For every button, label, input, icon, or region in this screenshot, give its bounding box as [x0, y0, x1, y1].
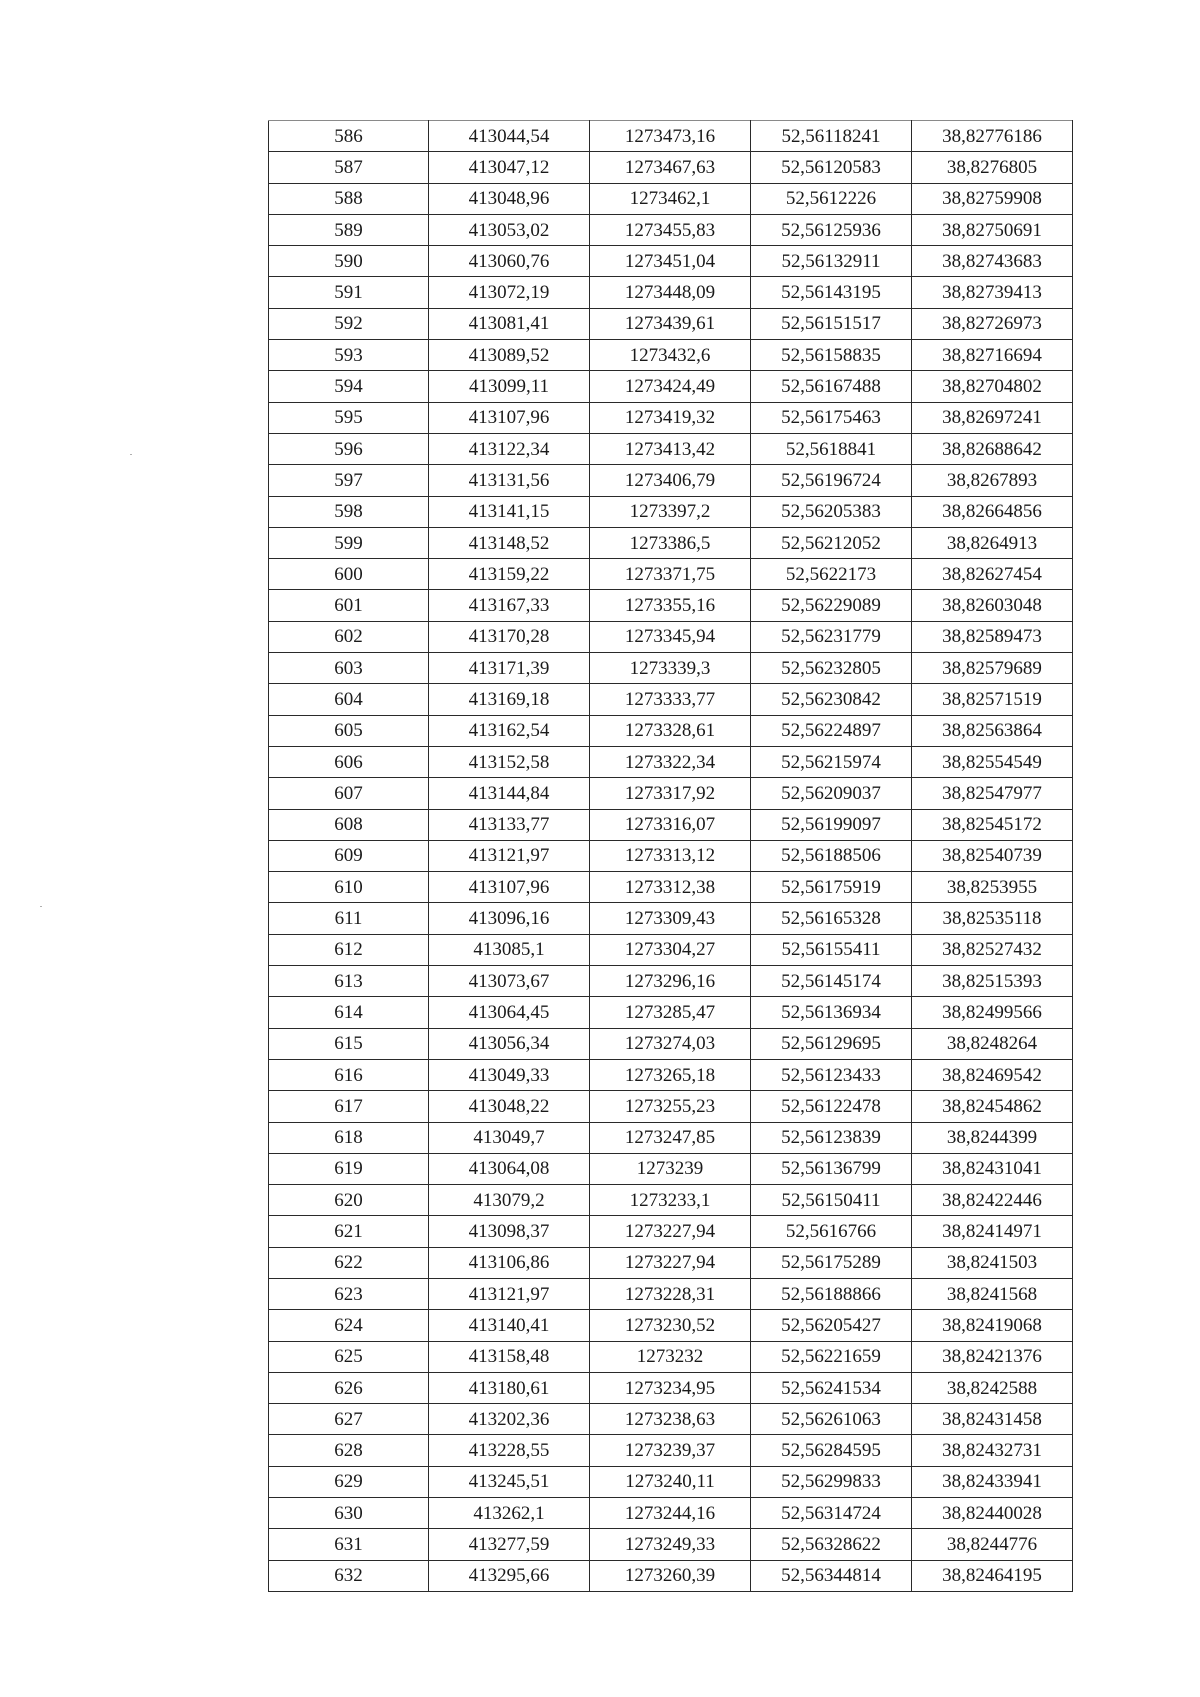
- y-coordinate-cell: 1273406,79: [590, 465, 751, 496]
- y-coordinate-cell: 1273448,09: [590, 277, 751, 308]
- table-row: [269, 246, 1073, 277]
- table-row: [269, 1153, 1073, 1184]
- point-number-cell: 605: [269, 715, 429, 746]
- point-number-cell: 615: [269, 1028, 429, 1059]
- table-row: [269, 1059, 1073, 1090]
- table-row: [269, 1560, 1073, 1591]
- y-coordinate-cell: 1273333,77: [590, 684, 751, 715]
- point-number-cell: 601: [269, 590, 429, 621]
- x-coordinate-cell: 413073,67: [429, 966, 590, 997]
- table-row: [269, 840, 1073, 871]
- table-row: [269, 1247, 1073, 1278]
- latitude-cell: 52,56229089: [751, 590, 912, 621]
- table-row: [269, 1185, 1073, 1216]
- x-coordinate-cell: 413064,08: [429, 1153, 590, 1184]
- table-row: [269, 1122, 1073, 1153]
- longitude-cell: 38,8267893: [912, 465, 1073, 496]
- point-number-cell: 621: [269, 1216, 429, 1247]
- scan-speck: [130, 454, 132, 455]
- coordinates-table-wrapper: [268, 120, 1072, 1592]
- longitude-cell: 38,82440028: [912, 1498, 1073, 1529]
- y-coordinate-cell: 1273255,23: [590, 1091, 751, 1122]
- y-coordinate-cell: 1273345,94: [590, 621, 751, 652]
- y-coordinate-cell: 1273296,16: [590, 966, 751, 997]
- longitude-cell: 38,82432731: [912, 1435, 1073, 1466]
- longitude-cell: 38,82540739: [912, 840, 1073, 871]
- y-coordinate-cell: 1273397,2: [590, 496, 751, 527]
- longitude-cell: 38,82776186: [912, 121, 1073, 152]
- x-coordinate-cell: 413064,45: [429, 997, 590, 1028]
- y-coordinate-cell: 1273339,3: [590, 653, 751, 684]
- table-row: [269, 1466, 1073, 1497]
- latitude-cell: 52,56150411: [751, 1185, 912, 1216]
- x-coordinate-cell: 413060,76: [429, 246, 590, 277]
- point-number-cell: 599: [269, 527, 429, 558]
- latitude-cell: 52,56175289: [751, 1247, 912, 1278]
- longitude-cell: 38,82627454: [912, 559, 1073, 590]
- longitude-cell: 38,82589473: [912, 621, 1073, 652]
- table-row: [269, 1435, 1073, 1466]
- table-row: [269, 809, 1073, 840]
- table-row: [269, 715, 1073, 746]
- x-coordinate-cell: 413277,59: [429, 1529, 590, 1560]
- latitude-cell: 52,56175463: [751, 402, 912, 433]
- longitude-cell: 38,8242588: [912, 1372, 1073, 1403]
- table-row: [269, 371, 1073, 402]
- latitude-cell: 52,56212052: [751, 527, 912, 558]
- x-coordinate-cell: 413121,97: [429, 1278, 590, 1309]
- point-number-cell: 594: [269, 371, 429, 402]
- table-row: [269, 621, 1073, 652]
- latitude-cell: 52,56188506: [751, 840, 912, 871]
- x-coordinate-cell: 413049,33: [429, 1059, 590, 1090]
- x-coordinate-cell: 413056,34: [429, 1028, 590, 1059]
- table-row: [269, 590, 1073, 621]
- longitude-cell: 38,82571519: [912, 684, 1073, 715]
- latitude-cell: 52,56125936: [751, 214, 912, 245]
- latitude-cell: 52,56167488: [751, 371, 912, 402]
- y-coordinate-cell: 1273432,6: [590, 340, 751, 371]
- x-coordinate-cell: 413121,97: [429, 840, 590, 871]
- longitude-cell: 38,82563864: [912, 715, 1073, 746]
- longitude-cell: 38,82464195: [912, 1560, 1073, 1591]
- x-coordinate-cell: 413044,54: [429, 121, 590, 152]
- table-row: [269, 997, 1073, 1028]
- longitude-cell: 38,82759908: [912, 183, 1073, 214]
- latitude-cell: 52,56314724: [751, 1498, 912, 1529]
- point-number-cell: 597: [269, 465, 429, 496]
- point-number-cell: 595: [269, 402, 429, 433]
- longitude-cell: 38,82750691: [912, 214, 1073, 245]
- point-number-cell: 626: [269, 1372, 429, 1403]
- x-coordinate-cell: 413048,22: [429, 1091, 590, 1122]
- table-row: [269, 653, 1073, 684]
- y-coordinate-cell: 1273473,16: [590, 121, 751, 152]
- table-row: [269, 1028, 1073, 1059]
- latitude-cell: 52,56155411: [751, 934, 912, 965]
- table-row: [269, 527, 1073, 558]
- x-coordinate-cell: 413081,41: [429, 308, 590, 339]
- latitude-cell: 52,56232805: [751, 653, 912, 684]
- point-number-cell: 603: [269, 653, 429, 684]
- x-coordinate-cell: 413159,22: [429, 559, 590, 590]
- point-number-cell: 589: [269, 214, 429, 245]
- x-coordinate-cell: 413158,48: [429, 1341, 590, 1372]
- point-number-cell: 596: [269, 433, 429, 464]
- latitude-cell: 52,56123839: [751, 1122, 912, 1153]
- y-coordinate-cell: 1273312,38: [590, 872, 751, 903]
- latitude-cell: 52,56230842: [751, 684, 912, 715]
- latitude-cell: 52,56132911: [751, 246, 912, 277]
- longitude-cell: 38,8264913: [912, 527, 1073, 558]
- latitude-cell: 52,56165328: [751, 903, 912, 934]
- point-number-cell: 586: [269, 121, 429, 152]
- latitude-cell: 52,56221659: [751, 1341, 912, 1372]
- longitude-cell: 38,82422446: [912, 1185, 1073, 1216]
- point-number-cell: 629: [269, 1466, 429, 1497]
- latitude-cell: 52,56205383: [751, 496, 912, 527]
- y-coordinate-cell: 1273455,83: [590, 214, 751, 245]
- table-row: [269, 1404, 1073, 1435]
- table-row: [269, 1310, 1073, 1341]
- longitude-cell: 38,8244776: [912, 1529, 1073, 1560]
- x-coordinate-cell: 413262,1: [429, 1498, 590, 1529]
- x-coordinate-cell: 413144,84: [429, 778, 590, 809]
- y-coordinate-cell: 1273371,75: [590, 559, 751, 590]
- latitude-cell: 52,56209037: [751, 778, 912, 809]
- longitude-cell: 38,82579689: [912, 653, 1073, 684]
- point-number-cell: 588: [269, 183, 429, 214]
- y-coordinate-cell: 1273233,1: [590, 1185, 751, 1216]
- x-coordinate-cell: 413295,66: [429, 1560, 590, 1591]
- x-coordinate-cell: 413202,36: [429, 1404, 590, 1435]
- y-coordinate-cell: 1273317,92: [590, 778, 751, 809]
- table-row: [269, 277, 1073, 308]
- longitude-cell: 38,8248264: [912, 1028, 1073, 1059]
- latitude-cell: 52,56123433: [751, 1059, 912, 1090]
- y-coordinate-cell: 1273230,52: [590, 1310, 751, 1341]
- longitude-cell: 38,82739413: [912, 277, 1073, 308]
- table-row: [269, 308, 1073, 339]
- point-number-cell: 624: [269, 1310, 429, 1341]
- latitude-cell: 52,56241534: [751, 1372, 912, 1403]
- longitude-cell: 38,82433941: [912, 1466, 1073, 1497]
- x-coordinate-cell: 413072,19: [429, 277, 590, 308]
- point-number-cell: 600: [269, 559, 429, 590]
- point-number-cell: 620: [269, 1185, 429, 1216]
- y-coordinate-cell: 1273260,39: [590, 1560, 751, 1591]
- y-coordinate-cell: 1273451,04: [590, 246, 751, 277]
- y-coordinate-cell: 1273239: [590, 1153, 751, 1184]
- longitude-cell: 38,8241503: [912, 1247, 1073, 1278]
- x-coordinate-cell: 413140,41: [429, 1310, 590, 1341]
- point-number-cell: 610: [269, 872, 429, 903]
- point-number-cell: 591: [269, 277, 429, 308]
- point-number-cell: 607: [269, 778, 429, 809]
- longitude-cell: 38,8241568: [912, 1278, 1073, 1309]
- point-number-cell: 632: [269, 1560, 429, 1591]
- longitude-cell: 38,82515393: [912, 966, 1073, 997]
- x-coordinate-cell: 413107,96: [429, 402, 590, 433]
- y-coordinate-cell: 1273240,11: [590, 1466, 751, 1497]
- y-coordinate-cell: 1273386,5: [590, 527, 751, 558]
- table-row: [269, 465, 1073, 496]
- y-coordinate-cell: 1273265,18: [590, 1059, 751, 1090]
- y-coordinate-cell: 1273462,1: [590, 183, 751, 214]
- y-coordinate-cell: 1273227,94: [590, 1216, 751, 1247]
- latitude-cell: 52,56175919: [751, 872, 912, 903]
- latitude-cell: 52,56261063: [751, 1404, 912, 1435]
- y-coordinate-cell: 1273413,42: [590, 433, 751, 464]
- x-coordinate-cell: 413167,33: [429, 590, 590, 621]
- table-row: [269, 402, 1073, 433]
- table-row: [269, 1372, 1073, 1403]
- point-number-cell: 593: [269, 340, 429, 371]
- point-number-cell: 631: [269, 1529, 429, 1560]
- x-coordinate-cell: 413228,55: [429, 1435, 590, 1466]
- longitude-cell: 38,82664856: [912, 496, 1073, 527]
- y-coordinate-cell: 1273249,33: [590, 1529, 751, 1560]
- latitude-cell: 52,56224897: [751, 715, 912, 746]
- x-coordinate-cell: 413048,96: [429, 183, 590, 214]
- longitude-cell: 38,82535118: [912, 903, 1073, 934]
- longitude-cell: 38,82688642: [912, 433, 1073, 464]
- table-row: [269, 152, 1073, 183]
- longitude-cell: 38,82431041: [912, 1153, 1073, 1184]
- table-row: [269, 496, 1073, 527]
- x-coordinate-cell: 413171,39: [429, 653, 590, 684]
- longitude-cell: 38,82414971: [912, 1216, 1073, 1247]
- y-coordinate-cell: 1273439,61: [590, 308, 751, 339]
- point-number-cell: 616: [269, 1059, 429, 1090]
- longitude-cell: 38,8276805: [912, 152, 1073, 183]
- longitude-cell: 38,82454862: [912, 1091, 1073, 1122]
- table-row: [269, 1498, 1073, 1529]
- latitude-cell: 52,56120583: [751, 152, 912, 183]
- point-number-cell: 630: [269, 1498, 429, 1529]
- latitude-cell: 52,56299833: [751, 1466, 912, 1497]
- table-row: [269, 746, 1073, 777]
- y-coordinate-cell: 1273228,31: [590, 1278, 751, 1309]
- longitude-cell: 38,8244399: [912, 1122, 1073, 1153]
- y-coordinate-cell: 1273234,95: [590, 1372, 751, 1403]
- x-coordinate-cell: 413245,51: [429, 1466, 590, 1497]
- latitude-cell: 52,56196724: [751, 465, 912, 496]
- y-coordinate-cell: 1273322,34: [590, 746, 751, 777]
- point-number-cell: 609: [269, 840, 429, 871]
- x-coordinate-cell: 413162,54: [429, 715, 590, 746]
- x-coordinate-cell: 413107,96: [429, 872, 590, 903]
- y-coordinate-cell: 1273328,61: [590, 715, 751, 746]
- latitude-cell: 52,56129695: [751, 1028, 912, 1059]
- y-coordinate-cell: 1273285,47: [590, 997, 751, 1028]
- x-coordinate-cell: 413170,28: [429, 621, 590, 652]
- point-number-cell: 614: [269, 997, 429, 1028]
- table-row: [269, 684, 1073, 715]
- x-coordinate-cell: 413099,11: [429, 371, 590, 402]
- coordinates-table-body: [269, 121, 1073, 1592]
- table-row: [269, 903, 1073, 934]
- x-coordinate-cell: 413131,56: [429, 465, 590, 496]
- x-coordinate-cell: 413106,86: [429, 1247, 590, 1278]
- x-coordinate-cell: 413148,52: [429, 527, 590, 558]
- x-coordinate-cell: 413098,37: [429, 1216, 590, 1247]
- latitude-cell: 52,56143195: [751, 277, 912, 308]
- longitude-cell: 38,82697241: [912, 402, 1073, 433]
- table-row: [269, 1216, 1073, 1247]
- x-coordinate-cell: 413089,52: [429, 340, 590, 371]
- point-number-cell: 611: [269, 903, 429, 934]
- table-row: [269, 121, 1073, 152]
- y-coordinate-cell: 1273238,63: [590, 1404, 751, 1435]
- latitude-cell: 52,5618841: [751, 433, 912, 464]
- point-number-cell: 619: [269, 1153, 429, 1184]
- point-number-cell: 602: [269, 621, 429, 652]
- longitude-cell: 38,82431458: [912, 1404, 1073, 1435]
- latitude-cell: 52,56215974: [751, 746, 912, 777]
- x-coordinate-cell: 413085,1: [429, 934, 590, 965]
- latitude-cell: 52,56344814: [751, 1560, 912, 1591]
- latitude-cell: 52,56328622: [751, 1529, 912, 1560]
- point-number-cell: 613: [269, 966, 429, 997]
- table-row: [269, 872, 1073, 903]
- x-coordinate-cell: 413133,77: [429, 809, 590, 840]
- y-coordinate-cell: 1273316,07: [590, 809, 751, 840]
- longitude-cell: 38,82421376: [912, 1341, 1073, 1372]
- longitude-cell: 38,82547977: [912, 778, 1073, 809]
- y-coordinate-cell: 1273227,94: [590, 1247, 751, 1278]
- table-row: [269, 183, 1073, 214]
- latitude-cell: 52,56158835: [751, 340, 912, 371]
- table-row: [269, 1278, 1073, 1309]
- latitude-cell: 52,56145174: [751, 966, 912, 997]
- y-coordinate-cell: 1273313,12: [590, 840, 751, 871]
- longitude-cell: 38,82545172: [912, 809, 1073, 840]
- longitude-cell: 38,82499566: [912, 997, 1073, 1028]
- latitude-cell: 52,56205427: [751, 1310, 912, 1341]
- coordinates-table: [268, 120, 1073, 1592]
- table-row: [269, 1091, 1073, 1122]
- point-number-cell: 623: [269, 1278, 429, 1309]
- latitude-cell: 52,5622173: [751, 559, 912, 590]
- point-number-cell: 598: [269, 496, 429, 527]
- x-coordinate-cell: 413169,18: [429, 684, 590, 715]
- table-row: [269, 214, 1073, 245]
- point-number-cell: 606: [269, 746, 429, 777]
- latitude-cell: 52,56118241: [751, 121, 912, 152]
- x-coordinate-cell: 413152,58: [429, 746, 590, 777]
- x-coordinate-cell: 413053,02: [429, 214, 590, 245]
- table-row: [269, 340, 1073, 371]
- point-number-cell: 617: [269, 1091, 429, 1122]
- longitude-cell: 38,82554549: [912, 746, 1073, 777]
- y-coordinate-cell: 1273419,32: [590, 402, 751, 433]
- y-coordinate-cell: 1273232: [590, 1341, 751, 1372]
- latitude-cell: 52,56231779: [751, 621, 912, 652]
- longitude-cell: 38,82704802: [912, 371, 1073, 402]
- table-row: [269, 934, 1073, 965]
- y-coordinate-cell: 1273355,16: [590, 590, 751, 621]
- y-coordinate-cell: 1273304,27: [590, 934, 751, 965]
- table-row: [269, 966, 1073, 997]
- y-coordinate-cell: 1273244,16: [590, 1498, 751, 1529]
- y-coordinate-cell: 1273467,63: [590, 152, 751, 183]
- table-row: [269, 433, 1073, 464]
- scan-speck: [40, 906, 42, 907]
- longitude-cell: 38,82527432: [912, 934, 1073, 965]
- point-number-cell: 618: [269, 1122, 429, 1153]
- y-coordinate-cell: 1273247,85: [590, 1122, 751, 1153]
- latitude-cell: 52,56122478: [751, 1091, 912, 1122]
- x-coordinate-cell: 413180,61: [429, 1372, 590, 1403]
- y-coordinate-cell: 1273309,43: [590, 903, 751, 934]
- latitude-cell: 52,56136799: [751, 1153, 912, 1184]
- x-coordinate-cell: 413122,34: [429, 433, 590, 464]
- x-coordinate-cell: 413141,15: [429, 496, 590, 527]
- latitude-cell: 52,56199097: [751, 809, 912, 840]
- point-number-cell: 590: [269, 246, 429, 277]
- point-number-cell: 625: [269, 1341, 429, 1372]
- table-row: [269, 1529, 1073, 1560]
- latitude-cell: 52,56284595: [751, 1435, 912, 1466]
- latitude-cell: 52,56151517: [751, 308, 912, 339]
- latitude-cell: 52,5616766: [751, 1216, 912, 1247]
- point-number-cell: 604: [269, 684, 429, 715]
- point-number-cell: 612: [269, 934, 429, 965]
- longitude-cell: 38,82603048: [912, 590, 1073, 621]
- point-number-cell: 628: [269, 1435, 429, 1466]
- point-number-cell: 608: [269, 809, 429, 840]
- longitude-cell: 38,82419068: [912, 1310, 1073, 1341]
- longitude-cell: 38,8253955: [912, 872, 1073, 903]
- table-row: [269, 778, 1073, 809]
- longitude-cell: 38,82469542: [912, 1059, 1073, 1090]
- point-number-cell: 622: [269, 1247, 429, 1278]
- table-row: [269, 559, 1073, 590]
- y-coordinate-cell: 1273239,37: [590, 1435, 751, 1466]
- x-coordinate-cell: 413049,7: [429, 1122, 590, 1153]
- point-number-cell: 587: [269, 152, 429, 183]
- longitude-cell: 38,82726973: [912, 308, 1073, 339]
- point-number-cell: 592: [269, 308, 429, 339]
- longitude-cell: 38,82716694: [912, 340, 1073, 371]
- latitude-cell: 52,5612226: [751, 183, 912, 214]
- latitude-cell: 52,56136934: [751, 997, 912, 1028]
- latitude-cell: 52,56188866: [751, 1278, 912, 1309]
- x-coordinate-cell: 413047,12: [429, 152, 590, 183]
- longitude-cell: 38,82743683: [912, 246, 1073, 277]
- x-coordinate-cell: 413079,2: [429, 1185, 590, 1216]
- x-coordinate-cell: 413096,16: [429, 903, 590, 934]
- point-number-cell: 627: [269, 1404, 429, 1435]
- y-coordinate-cell: 1273424,49: [590, 371, 751, 402]
- table-row: [269, 1341, 1073, 1372]
- y-coordinate-cell: 1273274,03: [590, 1028, 751, 1059]
